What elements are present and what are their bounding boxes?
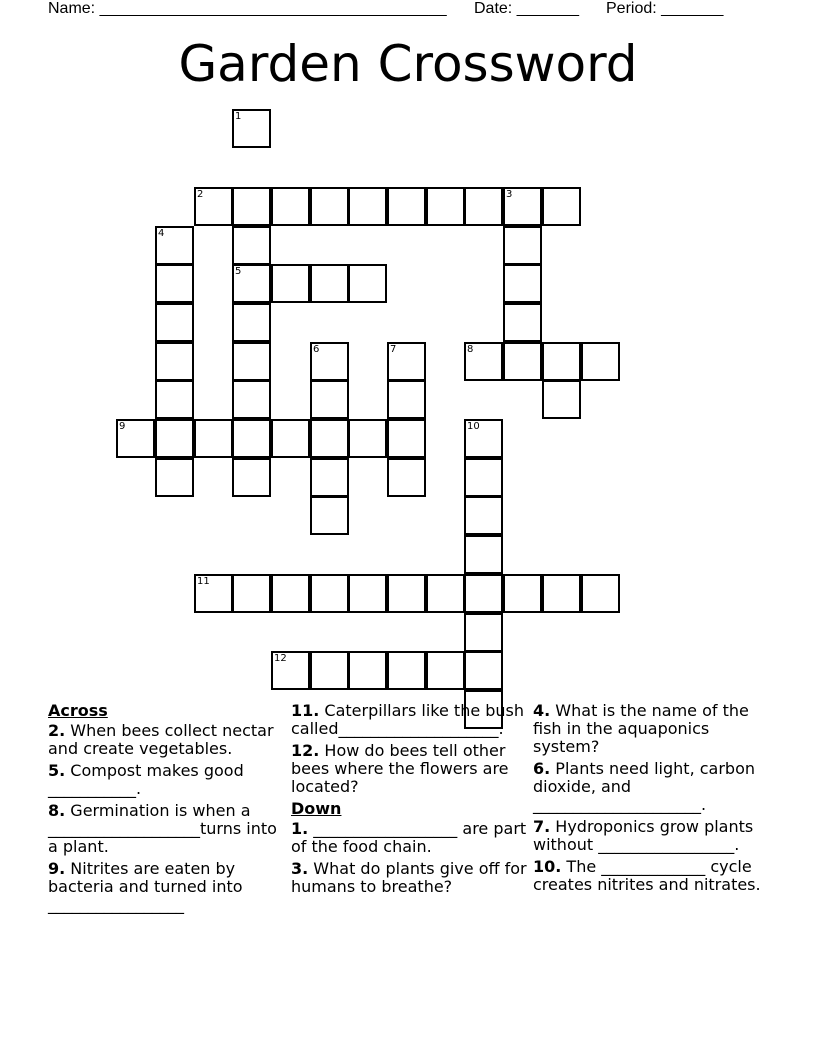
clue-item-number: 2. (48, 721, 66, 740)
crossword-cell[interactable] (232, 303, 271, 342)
crossword-cell[interactable] (155, 264, 194, 303)
crossword-cell[interactable] (310, 496, 349, 535)
clue-item-number: 6. (533, 759, 551, 778)
crossword-cell[interactable] (387, 380, 426, 419)
crossword-cell[interactable] (232, 458, 271, 497)
crossword-cell[interactable] (310, 458, 349, 497)
clue-item (291, 702, 527, 738)
clue-item-number: 5. (48, 761, 66, 780)
clue-item (291, 742, 527, 796)
clue-item-text: Caterpillars like the bush called____________________. (291, 701, 525, 738)
crossword-cell[interactable] (232, 342, 271, 381)
down-clues-list-continued (533, 702, 769, 894)
crossword-cell[interactable] (310, 187, 349, 226)
crossword-cell[interactable] (348, 574, 387, 613)
name-field[interactable]: Name: _______________________________________ (48, 0, 447, 17)
clues-column-3 (533, 702, 769, 898)
crossword-cell[interactable] (271, 419, 310, 458)
crossword-cell[interactable] (310, 574, 349, 613)
clue-item (533, 818, 769, 854)
crossword-cell[interactable] (387, 342, 426, 381)
clue-item-number: 12. (291, 741, 320, 760)
crossword-cell[interactable] (503, 342, 542, 381)
crossword-cell[interactable] (503, 303, 542, 342)
crossword-cell[interactable] (232, 226, 271, 265)
crossword-cell[interactable] (232, 574, 271, 613)
crossword-cell[interactable] (426, 187, 465, 226)
crossword-cell[interactable] (426, 651, 465, 690)
crossword-cell[interactable] (426, 574, 465, 613)
clue-item-text: What is the name of the fish in the aquaponics system? (533, 701, 749, 756)
clue-item (291, 860, 527, 896)
crossword-cell[interactable] (155, 380, 194, 419)
crossword-cell[interactable] (542, 380, 581, 419)
clue-item-text: Germination is when a ___________________turns into a plant. (48, 801, 277, 856)
crossword-cell[interactable] (271, 651, 310, 690)
crossword-cell[interactable] (194, 419, 233, 458)
crossword-cell[interactable] (232, 380, 271, 419)
clue-item-number: 10. (533, 857, 562, 876)
clue-number: 6 (313, 344, 320, 355)
crossword-cell[interactable] (232, 187, 271, 226)
crossword-cell[interactable] (116, 419, 155, 458)
crossword-cell[interactable] (155, 303, 194, 342)
crossword-cell[interactable] (310, 651, 349, 690)
crossword-cell[interactable] (232, 419, 271, 458)
page-title: Garden Crossword (178, 35, 638, 93)
crossword-cell[interactable] (387, 458, 426, 497)
crossword-cell[interactable] (464, 458, 503, 497)
clue-item-text: What do plants give off for humans to breathe? (291, 859, 527, 896)
crossword-cell[interactable] (387, 651, 426, 690)
down-clues-list (291, 820, 527, 896)
crossword-cell[interactable] (232, 264, 271, 303)
clue-number: 4 (158, 228, 165, 239)
clue-item-text: The _____________ cycle creates nitrites and nitrates. (533, 857, 761, 894)
clue-item-text: Compost makes good ___________. (48, 761, 244, 798)
clue-item-number: 11. (291, 701, 320, 720)
crossword-cell[interactable] (348, 419, 387, 458)
crossword-cell[interactable] (503, 226, 542, 265)
crossword-cell[interactable] (310, 342, 349, 381)
clue-number: 1 (235, 111, 242, 122)
crossword-cell[interactable] (310, 264, 349, 303)
clue-item-number: 8. (48, 801, 66, 820)
clue-item (533, 702, 769, 756)
crossword-cell[interactable] (271, 187, 310, 226)
clue-item (533, 760, 769, 814)
crossword-cell[interactable] (464, 535, 503, 574)
crossword-cell[interactable] (387, 574, 426, 613)
crossword-cell[interactable] (194, 187, 233, 226)
crossword-cell[interactable] (155, 342, 194, 381)
crossword-cell[interactable] (155, 419, 194, 458)
crossword-cell[interactable] (194, 574, 233, 613)
clue-item-text: Nitrites are eaten by bacteria and turned into _________________ (48, 859, 243, 914)
down-heading: Down (291, 799, 342, 818)
crossword-cell[interactable] (581, 342, 620, 381)
crossword-cell[interactable] (464, 496, 503, 535)
crossword-cell[interactable] (310, 419, 349, 458)
period-field[interactable]: Period: _______ (606, 0, 724, 17)
crossword-cell[interactable] (387, 419, 426, 458)
crossword-cell[interactable] (503, 264, 542, 303)
crossword-cell[interactable] (542, 187, 581, 226)
clue-item (533, 858, 769, 894)
clue-item-text: When bees collect nectar and create vegetables. (48, 721, 274, 758)
clues-column-2 (291, 702, 527, 900)
crossword-cell[interactable] (464, 613, 503, 652)
clue-number: 5 (235, 266, 242, 277)
student-info-header (48, 0, 768, 20)
clue-item (48, 762, 280, 798)
date-field[interactable]: Date: _______ (474, 0, 579, 17)
clue-item-number: 7. (533, 817, 551, 836)
clue-item-number: 4. (533, 701, 551, 720)
clue-item-number: 3. (291, 859, 309, 878)
clue-item-text: Plants need light, carbon dioxide, and _____________________. (533, 759, 756, 814)
clue-number: 12 (274, 653, 287, 664)
crossword-cell[interactable] (542, 342, 581, 381)
clue-item (48, 722, 280, 758)
crossword-cell[interactable] (348, 651, 387, 690)
crossword-cell[interactable] (155, 458, 194, 497)
clue-number: 8 (467, 344, 474, 355)
clue-item-number: 1. (291, 819, 309, 838)
crossword-cell[interactable] (348, 264, 387, 303)
crossword-cell[interactable] (155, 226, 194, 265)
clue-number: 7 (390, 344, 397, 355)
crossword-cell[interactable] (271, 264, 310, 303)
crossword-cell[interactable] (310, 380, 349, 419)
crossword-cell[interactable] (503, 574, 542, 613)
clues-column-1 (48, 702, 280, 918)
clue-number: 3 (506, 189, 513, 200)
clue-item-number: 9. (48, 859, 66, 878)
crossword-cell[interactable] (464, 574, 503, 613)
crossword-cell[interactable] (581, 574, 620, 613)
clue-number: 2 (197, 189, 204, 200)
across-clues-list (48, 722, 280, 914)
clue-number: 10 (467, 421, 480, 432)
clue-item (48, 860, 280, 914)
clue-item-text: __________________ are part of the food chain. (291, 819, 527, 856)
crossword-cell[interactable] (542, 574, 581, 613)
crossword-cell[interactable] (464, 419, 503, 458)
across-heading: Across (48, 701, 108, 720)
crossword-cell[interactable] (464, 342, 503, 381)
clue-number: 11 (197, 576, 210, 587)
crossword-cell[interactable] (503, 187, 542, 226)
clue-item-text: How do bees tell other bees where the flowers are located? (291, 741, 509, 796)
crossword-cell[interactable] (387, 187, 426, 226)
across-clues-list-continued (291, 702, 527, 796)
crossword-cell[interactable] (348, 187, 387, 226)
clue-item-text: Hydroponics grow plants without _________________. (533, 817, 754, 854)
clue-number: 9 (119, 421, 126, 432)
crossword-cell[interactable] (232, 109, 271, 148)
crossword-cell[interactable] (464, 651, 503, 690)
crossword-cell[interactable] (464, 187, 503, 226)
clue-item (48, 802, 280, 856)
clue-item (291, 820, 527, 856)
crossword-cell[interactable] (271, 574, 310, 613)
